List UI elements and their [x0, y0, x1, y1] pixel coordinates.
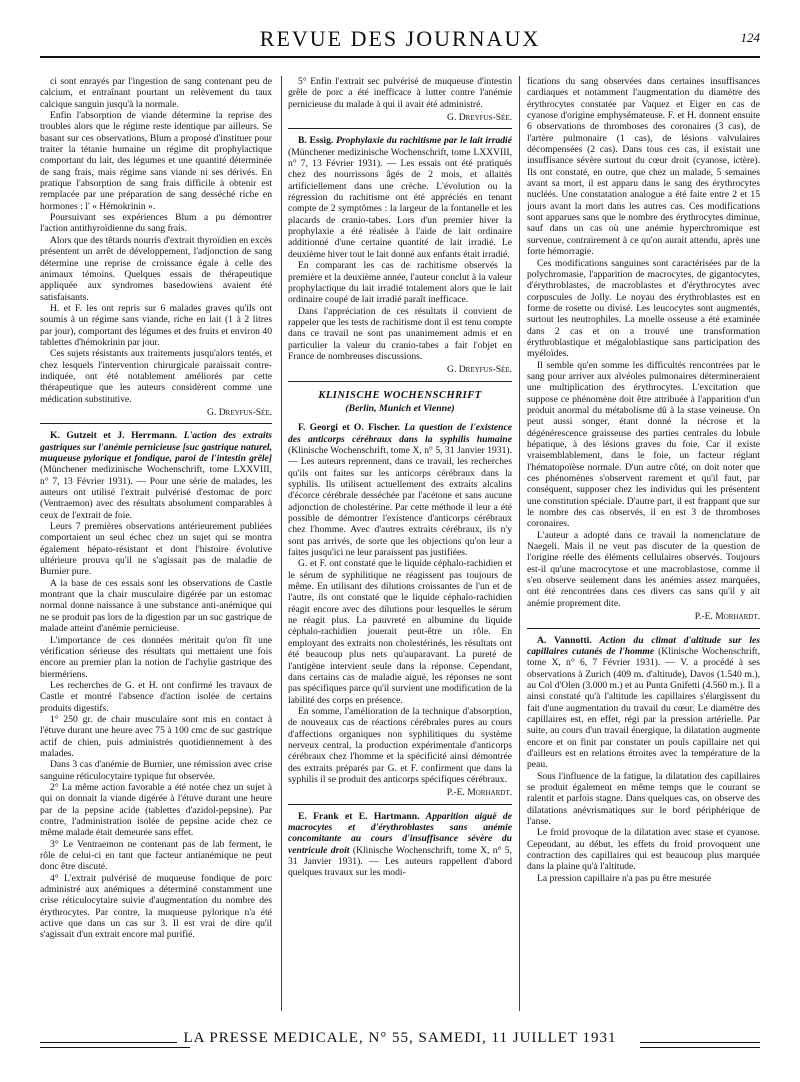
paragraph: L'auteur a adopté dans ce travail la nomenclature de Naegeli. Mais il ne veut pas discuter de la question de l'origine réelle des éléments cellulaires observés. Toujours est-il qu'une macrocytose et une macroblastose, comme il s'en observe seulement dans les anémies assez marquées, ont été rencontrées dans ces divers cas sans qu'il y ait anémie proprement dite. — [527, 529, 760, 609]
paragraph: G. et F. ont constaté que le liquide céphalo-rachidien et le sérum de syphilitique ne réagissent pas toujours de même. En utilisant des dilutions croissantes de l'un et de l'autre, ils ont constaté que le liquide céphalo-rachidien réagit encore avec des dilutions pour lesquelles le sérum ne réagit plus. La pauvreté en albumine du liquide céphalo-rachidien jouerait peut-être un rôle. En employant des extraits non cholestérinés, les résultats ont été beaucoup plus nets qu'auparavant. La pureté de l'antigène intervient seule dans la réponse. Cependant, dans certains cas de maladie aiguë, les réponses ne sont pas spécifiques parce qu'il survient une modification de la labilité des corps en présence. — [288, 558, 512, 706]
header-rule — [40, 56, 760, 58]
article-title: Action du climat d'altitude sur les capillaires cutanés de l'homme — [527, 634, 760, 657]
paragraph: 4° L'extrait pulvérisé de muqueuse fondique de porc administré aux anémiques a déterminé constamment une crise réticulocytaire suivie d'augmentation du nombre des érythrocytes. Par contre, la muqueuse pylorique n'a été active que dans un cas sur 3. Il est vrai de dire qu'il s'agissait d'un extrait encore mal purifié. — [40, 872, 272, 941]
column-2 — [288, 76, 512, 1016]
article-authors: E. Frank et E. Hartmann. — [298, 810, 420, 822]
paragraph: 5° Enfin l'extrait sec pulvérisé de muqueuse d'intestin grêle de porc a été inefficace à lutter contre l'anémie pernicieuse du malade à qui il avait été administré. — [288, 76, 512, 110]
section-title: KLINISCHE WOCHENSCHRIFT — [318, 389, 482, 401]
page-footer — [40, 1030, 760, 1058]
signature: P.-E. Morhardt. — [446, 787, 512, 799]
paragraph: Poursuivant ses expériences Blum a pu démontrer l'action antithyroïdienne du sang frais. — [40, 212, 272, 235]
paragraph: L'importance de ces données méritait qu'on fît une vérification sérieuse des résultats qui mettaient une fois encore au premier plan la notion de l'achylie gastrique des biermériens. — [40, 634, 272, 680]
page-number: 124 — [740, 30, 760, 45]
column-3 — [527, 76, 760, 1016]
paragraph: H. et F. les ont repris sur 6 malades graves qu'ils ont soumis à un régime sans viande, riche en lait (1 à 2 litres par jour), comportant des légumes et des fruits et environ 40 tablettes d'hémokrinin par jour. — [40, 302, 272, 348]
paragraph: fications du sang observées dans certaines insuffisances cardiaques et notamment l'augmentation du diamètre des érythrocytes constatée par Vaquez et Eiger en cas de cyanose d'origine emphysémateuse. F. et H. donnent ensuite 6 observations de thromboses des coronaires (3 cas), de l'artère pulmonaire (1 cas), de lésions valvulaires décompensées (2 cas). Dans tous ces cas, il existait une insuffisance sévère surtout du cœur droit (cyanose, ictère). Ils ont constaté, en outre, que chez un malade, 5 semaines avant sa mort, il est apparu dans le sang des érythrocytes nucléés. Une constatation analogue a été faite entre 2 et 15 jours avant la mort dans les autres cas. Ces modifications sont apparues sans que le nombre des érythrocytes diminue, sauf dans un cas où une anémie hyperchromique est survenue, contrairement à ce qu'on aurait attendu, après une forte hémorragie. — [527, 76, 760, 258]
paragraph: Leurs 7 premières observations antérieurement publiées comportaient un seul échec chez un sujet qui se montra également hépato-résistant et dont l'histoire évolutive ultérieure prouva qu'il ne s'agissait pas de maladie de Burnier pure. — [40, 521, 272, 578]
paragraph: Ces sujets résistants aux traitements jusqu'alors tentés, et chez lesquels l'intervention chirurgicale paraissait contre-indiquée, ont été notablement améliorés par cette thérapeutique que les auteurs considèrent comme une médication substitutive. — [40, 348, 272, 405]
article-authors: F. Georgi et O. Fischer. — [298, 422, 400, 434]
article-lead — [288, 422, 512, 558]
article-title: L'action des extraits gastriques sur l'anémie pernicieuse [suc gastrique naturel, muqueuse pylorique et fondique, paroi de l'intestin grêle] — [40, 430, 272, 464]
article-source: (Klinische Wochenschrift, tome X, n° 5, 31 Janvier 1931). — Les auteurs rappellent d'abord quelques travaux sur les modi- — [288, 844, 512, 879]
paragraph: 3° Le Ventraemon ne contenant pas de lab ferment, le rôle de celui-ci en tant que facteur antianémique ne peut donc être discuté. — [40, 838, 272, 873]
column-1 — [40, 76, 272, 1016]
article-source: (Klinische Wochenschrift, tome X, n° 5, 31 Janvier 1931). — Les auteurs reprennent, dans ce travail, les recherches qu'ils ont faites sur les anticorps cérébraux dans la syphilis. Ils utilisent actuellement des extraits alcalins d'écorce cérébrale desséchée par l'acétone et sans aucune adjonction de cholestérine. Par cette méthode il leur a été possible de démontrer l'existence d'anticorps cérébraux chez l'homme. Avec d'autres extraits cérébraux, ils n'y sont pas arrivés, de sorte que les objections qu'on leur a faites jusqu'ici ne leur paraissent pas justifiées. — [288, 444, 512, 559]
article-title: La question de l'existence des anticorps cérébraux dans la syphilis humaine — [288, 422, 512, 445]
paragraph: 2° La même action favorable a été notée chez un sujet à qui on donnait la viande digérée à l'étuve durant une heure par de la pepsine acide (tablettes d'azidol-pepsine). Par contre, l'administration isolée de pepsine acide chez ce même malade était demeurée sans effet. — [40, 781, 272, 839]
paragraph: Il semble qu'en somme les difficultés rencontrées par le sang pour arriver aux alvéoles pulmonaires détermineraient une multiplication des érythrocytes. L'excitation que suppose ce phénomène doit être attribuée à l'apparition d'un produit anormal du métabolisme dû à la stase veineuse. On peut aussi songer, étant donné la nécrose et la dégénérescence graisseuse des parties centrales du lobule hépatique, à des lésions graves du foie. Car il existe vraisemblablement, dans le foie, un facteur réglant l'hématopoïèse normale. D'un autre côté, on doit noter que ces phénomènes s'observent rarement et qu'il faut, par conséquent, supposer chez les individus qui les présentent une constitution spéciale. D'autre part, il est frappant que sur le nombre des cas observés, il en est 3 de thromboses coronaires. — [527, 359, 760, 530]
article-lead — [288, 135, 512, 260]
paragraph: Les recherches de G. et H. ont confirmé les travaux de Castle et montré l'absence d'action isolée de certains produits digestifs. — [40, 679, 272, 714]
article-authors: A. Vannotti. — [537, 634, 592, 646]
article-lead — [40, 430, 272, 521]
publication-line: LA PRESSE MEDICALE, N° 55, SAMEDI, 11 JUILLET 1931 — [177, 1030, 622, 1046]
article-title: Apparition aiguë de macrocytes et d'érythroblastes sans anémie concomitante au cours d'insuffisance sévère du ventricule droit — [288, 810, 512, 856]
paragraph: La pression capillaire n'a pas pu être mesurée — [537, 872, 712, 884]
signature: G. Dreyfus-Sée. — [207, 406, 272, 418]
page-header — [40, 26, 760, 60]
section-subtitle: (Berlin, Munich et Vienne) — [345, 402, 455, 414]
article-columns — [40, 76, 760, 1016]
signature: G. Dreyfus-Sée. — [447, 112, 512, 124]
signature: P.-E. Morhardt. — [694, 611, 760, 623]
paragraph: A la base de ces essais sont les observations de Castle montrant que la chair musculaire digérée par un estomac normal donne naissance à une substance anti-anémique qui ne se produit pas lors de la digestion par un suc gastrique de malade atteint d'anémie pernicieuse. — [40, 577, 272, 635]
paragraph: ci sont enrayés par l'ingestion de sang contenant peu de calcium, et entraînant pourtant un relèvement du taux calcique sanguin jusqu'à la normale. — [40, 76, 272, 110]
article-authors: B. Essig. — [298, 135, 334, 147]
article-separator — [40, 423, 272, 424]
article-lead — [288, 811, 512, 879]
paragraph: Enfin l'absorption de viande détermine la reprise des troubles alors que le régime reste identique par ailleurs. Se basant sur ces observations, Blum a proposé d'instituer pour traiter la tétanie humaine un régime dit prophylactique comportant du lait, des légumes et une quantité déterminée de sang frais, mais régime sans viande ni ses dérivés. En pratique l'absorption de sang frais difficile à obtenir est remplacée par une préparation de sang desséché riche en hormones : l' « Hémokrinin ». — [40, 110, 272, 212]
paragraph: Sous l'influence de la fatigue, la dilatation des capillaires se produit également en même temps que le courant se ralentit et parfois stagne. Dans quelques cas, on observe des dilatations anévrismatiques sur le bord périphérique de l'anse. — [527, 770, 760, 827]
paragraph: 1° 250 gr. de chair musculaire sont mis en contact à l'étuve durant une heure avec 75 à 100 cmc de suc gastrique actif de chien, puis administrés quotidiennement à des malades. — [40, 713, 272, 759]
journal-section-title: REVUE DES JOURNAUX — [259, 26, 541, 51]
paragraph: Alors que des têtards nourris d'extrait thyroïdien en excès présentent un arrêt de développement, l'adjonction de sang détermine une reprise de croissance égale à celle des animaux témoins. Quelques essais de thérapeutique appliquée aux syndromes basedowiens avaient été satisfaisants. — [40, 234, 272, 303]
paragraph: En somme, l'amélioration de la technique d'absorption, de nouveaux cas de réactions cérébrales pures au cours d'affections organiques non syphilitiques du système nerveux central, la production expérimentale d'anticorps cérébraux chez l'homme et la spécificité ainsi démontrée des extraits préparés par G. et F. confirment que dans la syphilis il se produit des anticorps spécifiques cérébraux. — [288, 705, 512, 785]
article-title: Prophylaxie du rachitisme par le lait irradié — [336, 135, 512, 147]
footer-text-wrap — [40, 1030, 760, 1047]
section-separator — [288, 381, 512, 382]
paragraph: Le froid provoque de la dilatation avec stase et cyanose. Cependant, au début, les effets du froid provoquent une contraction des capillaires qui est beaucoup plus marquée dans la plaine qu'à l'altitude. — [527, 827, 760, 873]
article-source: (Münchener medizinische Wochenschrift, tome LXXVIII, n° 7, 13 Février 1931). — Pour une série de malades, les auteurs ont utilisé l'extrait pulvérisé d'estomac de porc (Ventraemon) avec des résultats absolument comparables à ceux de l'extrait de foie. — [40, 464, 272, 521]
signature: G. Dreyfus-Sée. — [447, 364, 512, 376]
paragraph: Dans l'appréciation de ces résultats il convient de rappeler que les tests de rachitisme dont il est tenu compte dans ce travail ne sont pas unanimement admis et en particulier la valeur du cranio-tabes a fait l'objet en France de nombreuses discussions. — [288, 305, 512, 362]
paragraph: En comparant les cas de rachitisme observés la première et la deuxième année, l'auteur conclut à la valeur prophylactique du lait irradié totalement alors que le lait ordinaire coupé de lait irradié paraît inefficace. — [288, 260, 512, 306]
article-separator — [288, 128, 512, 129]
article-separator — [288, 804, 512, 805]
article-source: (Münchener medizinische Wochenschrift, tome LXXVIII, n° 7, 13 Février 1931). — Les essais ont été pratiqués chez des nourrissons âgés de 2 mois, et allaités artificiellement dans une crèche. L'évolution ou la régression du rachitisme ont été appréciés en tenant compte de 2 symptômes : la largeur de la fontanelle et les placards de cranio-tabes. Lors d'un premier hiver la prophylaxie a été réalisée à l'aide de lait ordinaire additionné d'une certaine quantité de lait irradié. Le deuxième hiver tout le lait donné aux enfants était irradié. — [288, 146, 512, 260]
article-separator — [527, 628, 760, 629]
article-source: (Klinische Wochenschrift, tome X, n° 6, 7 Février 1931). — V. a procédé à ses observations à Zurich (409 m. d'altitude), Davos (1.540 m.), au Col d'Olen (3.000 m.) et au Punta Gnifetti (4.560 m.). Il a ainsi constaté qu'à l'altitude les capillaires s'élargissent du fait d'une augmentation du travail du cœur. Le diamètre des capillaires est, en effet, régi par la pression artérielle. Par suite, au cours d'un travail énergique, la dilatation augmente encore et on finit par constater un pouls capillaire net qui d'ailleurs est en relations étroites avec la température de la peau. — [527, 645, 760, 771]
article-lead — [527, 635, 760, 771]
article-authors: K. Gutzeit et J. Herrmann. — [50, 430, 178, 442]
paragraph: Dans 3 cas d'anémie de Burnier, une rémission avec crise sanguine réticulocytaire typique fut observée. — [40, 759, 272, 782]
paragraph: Ces modifications sanguines sont caractérisées par de la polychromasie, l'apparition de macrocytes, de gigantocytes, d'érythroblastes, de macroblastes et d'érythrocytes avec corpuscules de Jolly. Le noyau des érythroblastes est en forme de rosette ou divisé. Les leucocytes sont augmentés, surtout les neutrophiles. La moelle osseuse a été examinée dans 2 cas et on a trouvé une transformation érythroblastique et mégaloblastique sans participation des myéloïdes. — [527, 257, 760, 360]
